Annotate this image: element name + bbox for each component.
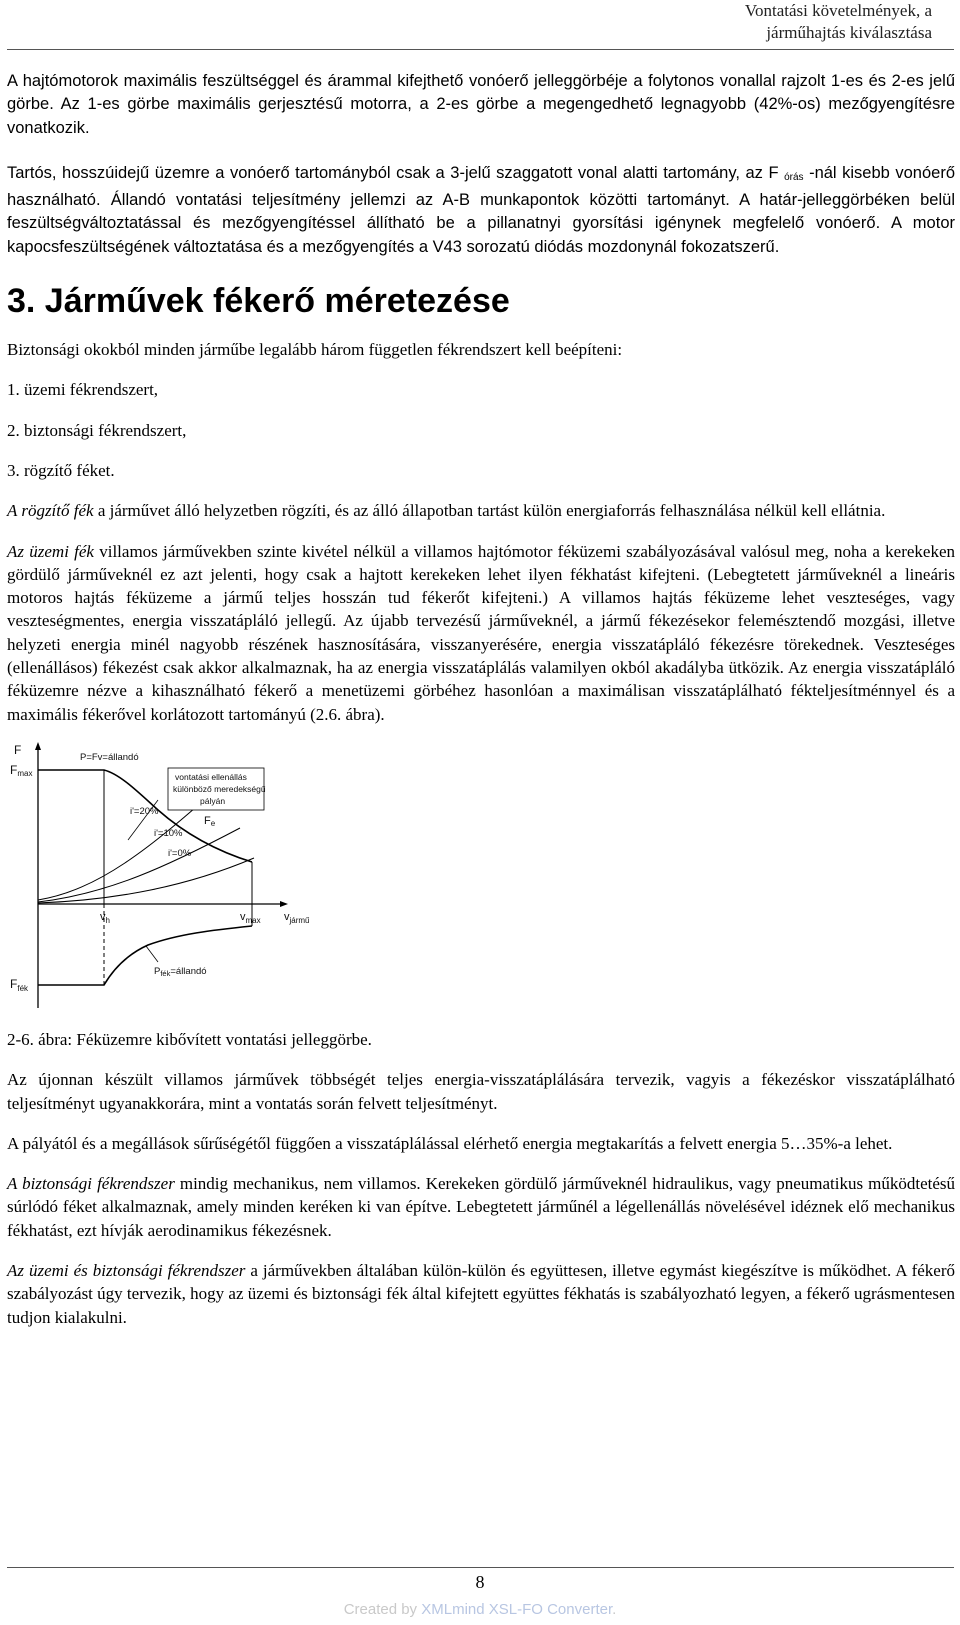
paragraph-safety-brake — [7, 1172, 955, 1242]
label-fe: Fe — [204, 814, 216, 828]
p-fek-leader-line — [146, 946, 158, 962]
list-item-2: 2. biztonsági fékrendszert, — [7, 420, 187, 440]
paragraph-brake-systems-intro: Biztonsági okokból minden járműbe legalább három független fékrendszert kell beépíteni: — [7, 340, 623, 360]
running-header — [432, 0, 932, 44]
label-ffek: $F_{fék}$ — [10, 976, 29, 993]
page-number: 8 — [475, 1572, 485, 1592]
label-fmax: Fmax — [10, 762, 33, 778]
x-axis-arrow — [280, 901, 288, 907]
paragraph-continuous-duty — [7, 162, 955, 259]
watermark-dot: . — [612, 1601, 617, 1618]
page-content — [7, 70, 955, 1329]
paragraph-regeneration: Az újonnan készült villamos járművek többségét teljes energia-visszatáplálására tervezik, vagyis a fékezéskor visszatáplálható teljesítményt ugyanakkorára, mint a vontatás során felvett teljesítményt. — [7, 1070, 955, 1113]
label-vh: $v_h$ — [100, 910, 110, 925]
paragraph-combined-brakes — [7, 1259, 955, 1329]
box-line-3: pályán — [200, 795, 226, 806]
paragraph-continuous-duty-part2: -nál kisebb vonóerő használható. Állandó vontatási teljesítmény jellemzi az A-B munkapontok közötti tartományt. A határ-jelleggörbéken belül feszültségváltoztatással és mezőgyengítéssel állítható be a pillanatnyi gyorsítási igénynek megfelelő vonóerő. A motor kapocsfeszültségének változtatása és a mezőgyengítés a V43 sorozatú diódás mozdonynál fokozatszerű. — [7, 163, 955, 256]
paragraph-parking-brake-text: a járművet álló helyzetben rögzíti, és az álló állapotban tartást külön energiaforrás felhasználása nélkül kell ellátnia. — [93, 501, 886, 521]
paragraph-continuous-duty-part1: Tartós, hosszúidejű üzemre a vonóerő tartományból csak a 3-jelű szaggatott vonal alatti tartomány, az F — [7, 163, 779, 182]
paragraph-service-brake-text: villamos járművekben szinte kivétel nélkül a villamos hajtómotor féküzemi szabályozásával valósul meg, noha a kerekeken gördülő járműveknél ez azt jelenti, hogy csak a hajtott kerekeken lehet ilyen fékhatást kifejteni. (Lebegtetett járműveknél a lineáris motoros hajtás féküzeme a jármű teljes hosszán tud fékerőt kifejteni.) A villamos hajtás féküzeme lehet veszteséges, vagy veszteségmentes, energia visszatápláló jellegű. Az újabb tervezésű járműveknél, a jármű fékezésekor felemésztendő mozgási, illetve helyzeti energia minél nagyobb részének hasznosítására, visszanyerésére, energia visszatápláló fékezésre törekednek. Veszteséges (ellenállásos) fékezést csak akkor alkalmaznak, ha az energia visszatáplálás valamilyen okból akadályba ütközik. Az energia visszatápláló féküzemre nézve a kihasználható fékerő a menetüzemi görbéhez hasonlóan a maximálisan visszatáplálható fékteljesítménnyel és a maximális fékerővel korlátozott tartományú (2.6. ábra). — [7, 541, 955, 724]
figure-caption: 2-6. ábra: Féküzemre kibővített vontatási jelleggörbe. — [7, 1029, 372, 1049]
term-parking-brake: A rögzítő fék — [7, 501, 94, 521]
label-vjarmu: $v_{jármű}$ — [284, 910, 310, 925]
label-i10: i'=10% — [154, 827, 183, 839]
paragraph-energy-savings: A pályától és a megállások sűrűségétől függően a visszatáplálással elérhető energia megtakarítás a felvett energia 5…35%-a lehet. — [7, 1133, 893, 1153]
header-line-2: járműhajtás kiválasztása — [766, 23, 932, 42]
term-service-brake: Az üzemi fék — [7, 541, 94, 561]
figure-braking-characteristic — [8, 740, 338, 1008]
term-safety-brake: A biztonsági fékrendszer — [7, 1174, 175, 1194]
watermark-tool-name: XMLmind XSL-FO Converter — [421, 1601, 613, 1618]
label-i20: i'=20% — [130, 805, 159, 817]
label-vmax: $v_{max}$ — [240, 910, 261, 925]
paragraph-safety-brake-text: mindig mechanikus, nem villamos. Kerekeken gördülő járműveknél hidraulikus, vagy pneumatikus működtetésű súrlódó féket alkalmaznak, amely minden keréken ki van építve. Lebegtetett járműnél a légellenállás növelésével idéznek elő mechanikus fékhatást, ezt hívják aerodinamikus fékezésnek. — [7, 1174, 956, 1240]
paragraph-combined-brakes-text: a járművekben általában külön-külön és együttesen, illetve egymást kiegészítve is működhet. A fékerő szabályozást úgy tervezik, hogy az üzemi és biztonsági fék által kifejtett együttes fékhatás is szabályozható legyen, a fékerő ugrásmentesen tudjon kialakulni. — [7, 1261, 955, 1327]
header-line-1: Vontatási követelmények, a — [744, 1, 932, 20]
footer-divider — [7, 1567, 954, 1568]
subscript-oras: órás — [784, 171, 804, 183]
paragraph-traction-curves: A hajtómotorok maximális feszültséggel és árammal kifejthető vonóerő jelleggörbéje a folytonos vonallal rajzolt 1-es és 2-es jelű görbe. Az 1-es görbe maximális gerjesztésű motorra, a 2-es görbe a megengedhető legnagyobb (42%-os) mezőgyengítésre vonatkozik. — [7, 72, 955, 137]
label-p-constant: P=Fv=állandó — [80, 751, 139, 763]
paragraph-parking-brake — [7, 499, 955, 522]
label-f: F — [14, 742, 22, 757]
label-pfek: $P_{fék}=állandó$ — [154, 965, 207, 978]
label-i0: i'=0% — [168, 847, 192, 859]
brake-curve — [38, 926, 252, 985]
header-divider — [7, 49, 954, 50]
box-line-1: vontatási ellenállás — [175, 771, 247, 782]
watermark-created-by: Created by — [343, 1601, 422, 1618]
paragraph-service-brake — [7, 540, 955, 726]
list-item-1: 1. üzemi fékrendszert, — [7, 380, 159, 400]
box-line-2: különböző meredekségű — [173, 783, 266, 794]
y-axis-arrow — [35, 742, 41, 750]
converter-watermark — [0, 1601, 960, 1618]
resistance-line-10 — [38, 828, 240, 902]
term-combined-brakes: Az üzemi és biztonsági fékrendszer — [7, 1261, 246, 1281]
characteristic-diagram — [8, 740, 338, 1008]
section-heading: 3. Járművek fékerő méretezése — [7, 282, 510, 321]
list-item-3: 3. rögzítő féket. — [7, 460, 115, 480]
